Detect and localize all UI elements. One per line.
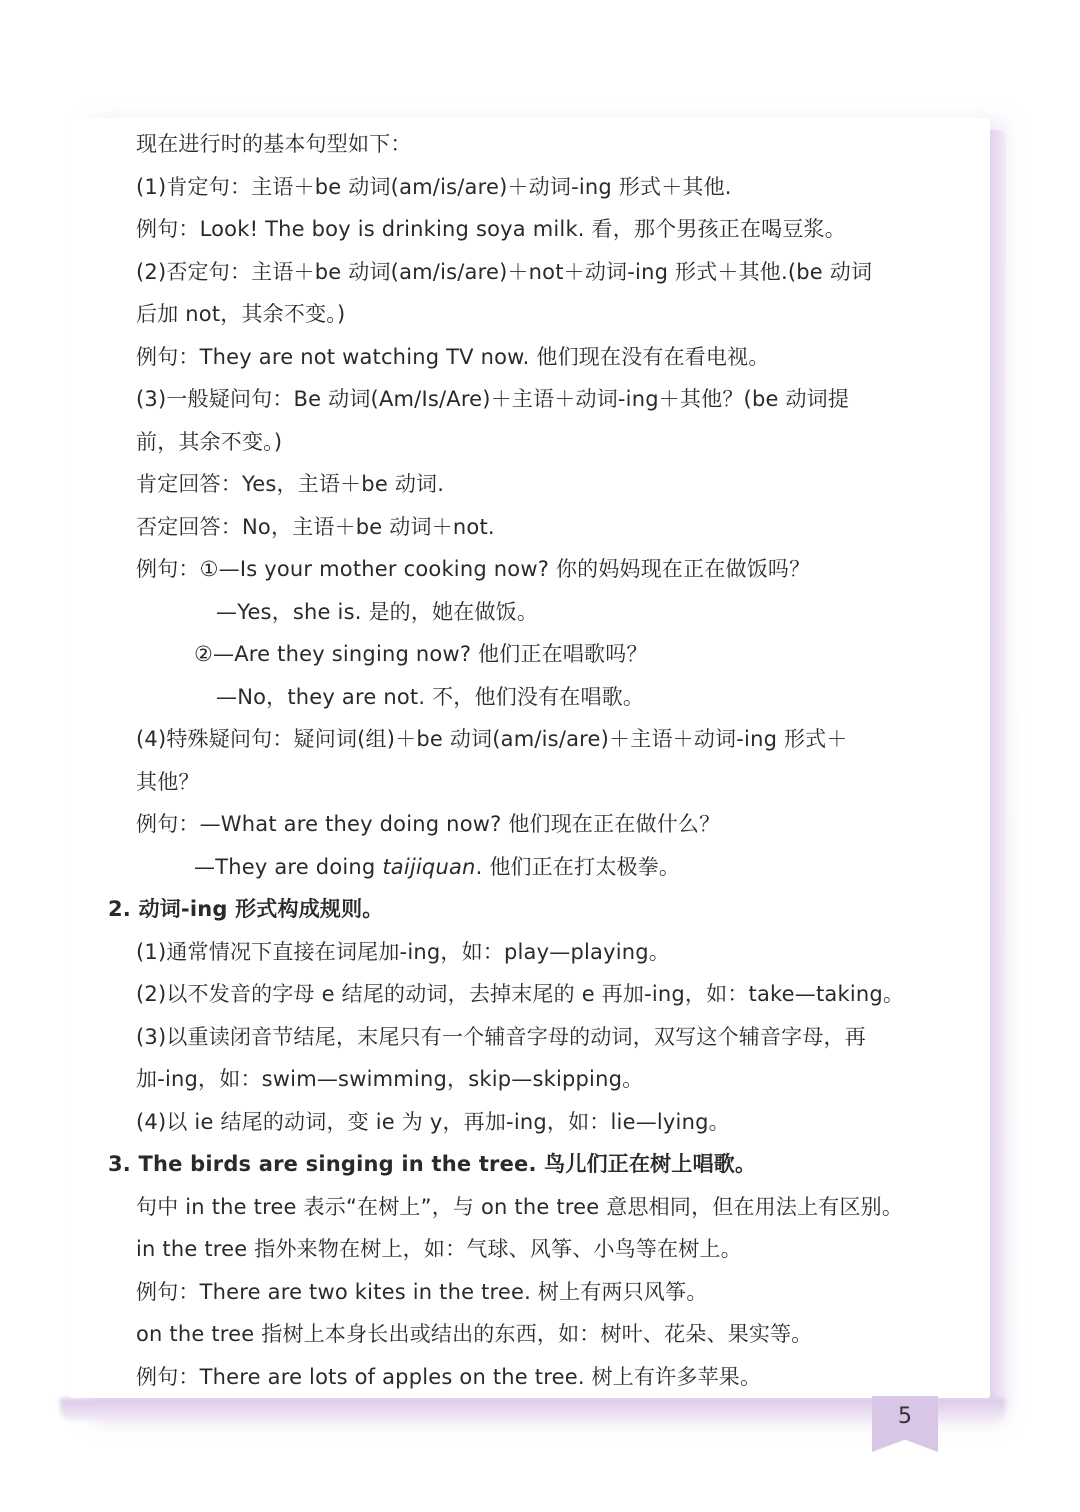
text-line: (1)通常情况下直接在词尾加-ing，如：play—playing。: [136, 940, 670, 964]
text-line: (3)一般疑问句：Be 动词(Am/Is/Are)＋主语＋动词-ing＋其他？(be 动词提: [136, 387, 850, 411]
text-line: 其他？: [136, 770, 200, 794]
section-heading: 3. The birds are singing in the tree. 鸟儿们正在树上唱歌。: [108, 1152, 757, 1176]
text-line: 例句：Look! The boy is drinking soya milk. 看，那个男孩正在喝豆浆。: [136, 217, 846, 241]
text-line: 例句：There are lots of apples on the tree. 树上有许多苹果。: [136, 1365, 762, 1389]
text-line: 例句：—What are they doing now? 他们现在正在做什么？: [136, 812, 721, 836]
text-line: 否定回答：No，主语＋be 动词＋not.: [136, 515, 495, 539]
text-line: 句中 in the tree 表示“在树上”，与 on the tree 意思相同，但在用法上有区别。: [136, 1195, 904, 1219]
text-line: (2)以不发音的字母 e 结尾的动词，去掉末尾的 e 再加-ing，如：take—taking。: [136, 982, 905, 1006]
text-line: 前，其余不变。): [136, 430, 283, 454]
text-line: —No，they are not. 不，他们没有在唱歌。: [216, 685, 645, 709]
section-heading: 2. 动词-ing 形式构成规则。: [108, 897, 384, 921]
text-line: 现在进行时的基本句型如下：: [136, 132, 412, 156]
text-line: (4)以 ie 结尾的动词，变 ie 为 y，再加-ing，如：lie—lying。: [136, 1110, 730, 1134]
page-edge-bottom: [60, 1398, 1005, 1420]
text-line: in the tree 指外来物在树上，如：气球、风筝、小鸟等在树上。: [136, 1237, 742, 1261]
text-line: (2)否定句：主语＋be 动词(am/is/are)＋not＋动词-ing 形式＋其他.(be 动词: [136, 260, 873, 284]
text-line: (4)特殊疑问句：疑问词(组)＋be 动词(am/is/are)＋主语＋动词-ing 形式＋: [136, 727, 848, 751]
page-number: 5: [898, 1404, 912, 1429]
text-line: 加-ing，如：swim—swimming，skip—skipping。: [136, 1067, 644, 1091]
text-line: 例句：There are two kites in the tree. 树上有两只风筝。: [136, 1280, 708, 1304]
text-line: (3)以重读闭音节结尾，末尾只有一个辅音字母的动词，双写这个辅音字母，再: [136, 1025, 866, 1049]
text-line: 例句：①—Is your mother cooking now? 你的妈妈现在正在做饭吗？: [136, 557, 811, 581]
text-line: 后加 not，其余不变。): [136, 302, 346, 326]
page-edge-right: [990, 130, 1006, 1405]
text-span: . 他们正在打太极拳。: [475, 855, 681, 879]
text-line: 例句：They are not watching TV now. 他们现在没有在看电视。: [136, 345, 770, 369]
italic-term: taijiquan: [382, 855, 476, 879]
text-span: —They are doing: [194, 855, 383, 879]
text-line: 肯定回答：Yes，主语＋be 动词.: [136, 472, 445, 496]
text-line: —Yes，she is. 是的，她在做饭。: [216, 600, 539, 624]
text-line: [194, 847, 680, 887]
text-line: ②—Are they singing now? 他们正在唱歌吗？: [194, 642, 648, 666]
text-line: on the tree 指树上本身长出或结出的东西，如：树叶、花朵、果实等。: [136, 1322, 813, 1346]
text-line: (1)肯定句：主语＋be 动词(am/is/are)＋动词-ing 形式＋其他.: [136, 175, 732, 199]
